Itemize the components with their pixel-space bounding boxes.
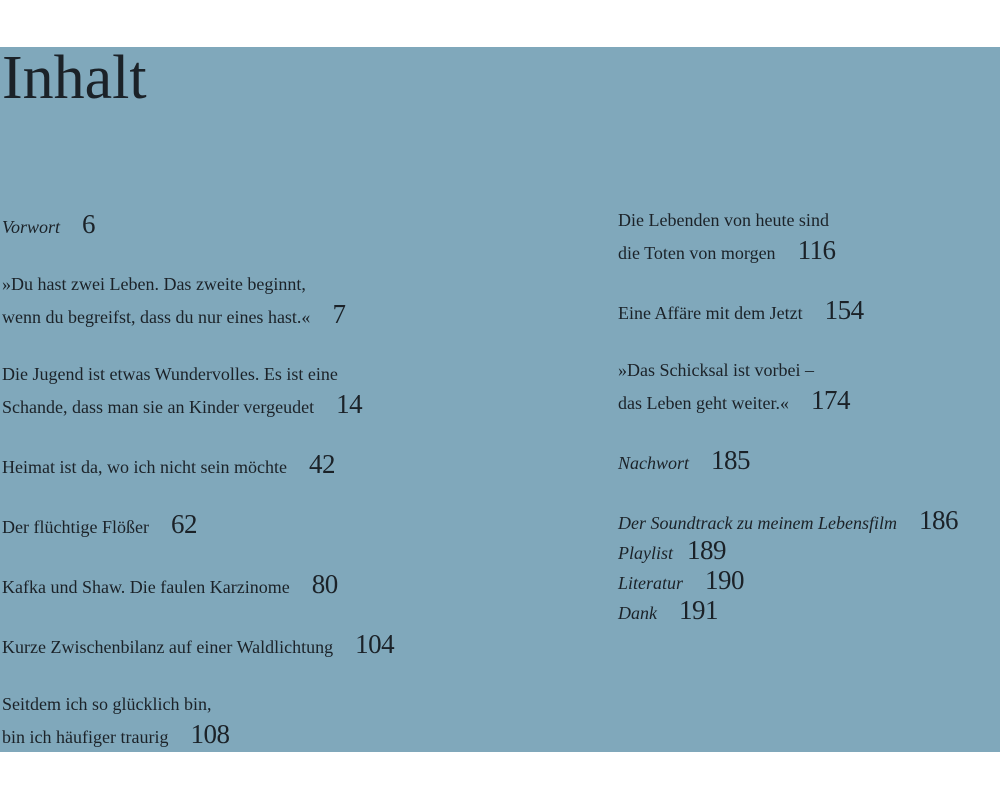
toc-entry-lebenden — [618, 205, 836, 268]
toc-page-number: 190 — [705, 565, 745, 595]
toc-page-number: 191 — [679, 595, 718, 625]
toc-entry-kafka — [2, 569, 338, 602]
toc-page-number: 154 — [824, 295, 864, 325]
toc-entry-text: Kafka und Shaw. Die faulen Karzinome — [2, 577, 290, 597]
toc-entry-text: Der flüchtige Flößer — [2, 517, 149, 537]
toc-entry-text: Literatur — [618, 573, 684, 593]
toc-entry-dank — [618, 595, 718, 628]
toc-entry-waldlichtung — [2, 629, 394, 662]
toc-entry-text: Dank — [618, 603, 657, 623]
toc-entry-text: Die Jugend ist etwas Wundervolles. Es ist eine — [2, 364, 338, 384]
toc-entry-vorwort — [2, 209, 95, 242]
page-title: Inhalt — [2, 47, 147, 112]
toc-page-number: 108 — [190, 719, 230, 749]
toc-page-number: 116 — [797, 235, 836, 265]
toc-entry-text: bin ich häufiger traurig — [2, 727, 169, 747]
contents-page — [0, 47, 1000, 752]
toc-entry-soundtrack — [618, 505, 958, 538]
toc-page-number: 189 — [687, 535, 726, 565]
toc-page-number: 174 — [810, 385, 850, 415]
toc-page-number: 186 — [918, 505, 958, 535]
toc-entry-text: Schande, dass man sie an Kinder vergeudet — [2, 397, 315, 417]
toc-entry-text: das Leben geht weiter.« — [618, 393, 789, 413]
toc-entry-zwei-leben — [2, 269, 345, 332]
toc-entry-text: Seitdem ich so glücklich bin, — [2, 694, 212, 714]
toc-entry-nachwort — [618, 445, 750, 478]
toc-page-number: 62 — [170, 509, 197, 539]
toc-entry-text: »Das Schicksal ist vorbei – — [618, 360, 814, 380]
toc-entry-text: Kurze Zwischenbilanz auf einer Waldlichtung — [2, 637, 334, 657]
toc-page-number: 185 — [711, 445, 751, 475]
toc-page-number: 104 — [355, 629, 395, 659]
toc-page-number: 7 — [332, 299, 346, 329]
toc-page-number: 42 — [308, 449, 335, 479]
toc-entry-text: die Toten von morgen — [618, 243, 776, 263]
toc-entry-gluecklich — [2, 689, 229, 752]
toc-entry-heimat — [2, 449, 335, 482]
toc-entry-text: Heimat ist da, wo ich nicht sein möchte — [2, 457, 287, 477]
toc-entry-text: Die Lebenden von heute sind — [618, 210, 829, 230]
toc-entry-playlist — [618, 535, 726, 568]
toc-entry-text: Playlist — [618, 543, 673, 563]
toc-entry-text: Nachwort — [618, 453, 690, 473]
toc-entry-floesser — [2, 509, 197, 542]
toc-page-number: 6 — [82, 209, 96, 239]
toc-entry-affaere — [618, 295, 864, 328]
toc-entry-text: Eine Affäre mit dem Jetzt — [618, 303, 803, 323]
toc-entry-literatur — [618, 565, 744, 598]
toc-page-number: 14 — [336, 389, 363, 419]
toc-entry-text: »Du hast zwei Leben. Das zweite beginnt, — [2, 274, 306, 294]
toc-entry-schicksal — [618, 355, 850, 418]
toc-entry-text: Vorwort — [2, 217, 61, 237]
toc-entry-text: wenn du begreifst, dass du nur eines hast.« — [2, 307, 311, 327]
toc-entry-text: Der Soundtrack zu meinem Lebensfilm — [618, 513, 897, 533]
toc-entry-jugend — [2, 359, 362, 422]
toc-page-number: 80 — [311, 569, 338, 599]
